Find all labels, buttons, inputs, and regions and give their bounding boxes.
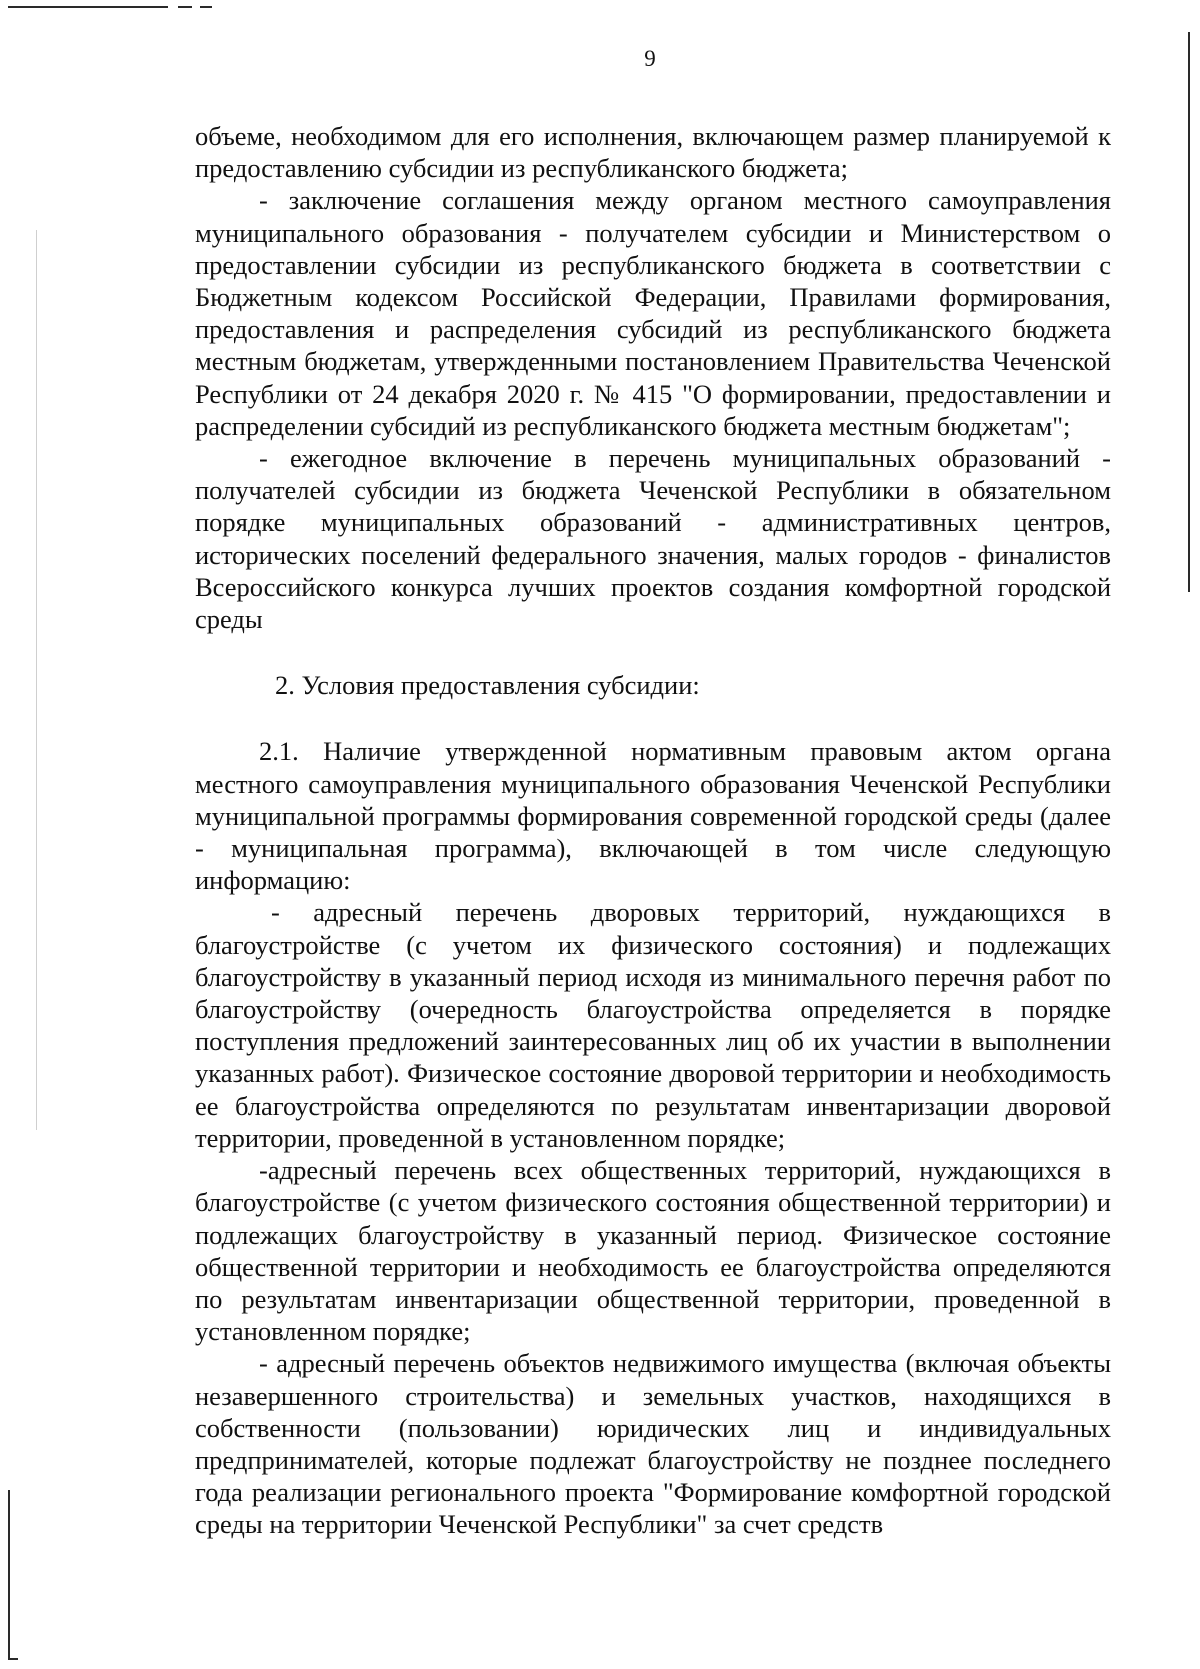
scan-artifact-right-edge	[1188, 32, 1190, 592]
paragraph-continuation: объеме, необходимом для его исполнения, включающем размер планируемой к предоставлению субсидии из республиканского бюджета;	[195, 121, 1111, 184]
paragraph-public-territories: -адресный перечень всех общественных территорий, нуждающихся в благоустройстве (с учетом физического состояния общественной территории) и подлежащих благоустройству в указанный период. Физическое состояние общественной территории и необходимость ее благоустройства определяются по результатам инвентаризации общественной территории, проведенной в установленном порядке;	[195, 1155, 1111, 1347]
scan-artifact-top-dash	[178, 6, 192, 8]
page-number: 9	[644, 46, 656, 71]
scan-artifact-left-edge-bottom	[8, 1658, 18, 1660]
scan-artifact-top-dash-2	[200, 6, 212, 8]
paragraph-annual-inclusion: - ежегодное включение в перечень муниципальных образований - получателей субсидии из бюджета Чеченской Республики в обязательном порядке муниципальных образований - административных центров, исторических поселений федерального значения, малых городов - финалистов Всероссийского конкурса лучших проектов создания комфортной городской среды	[195, 443, 1111, 635]
section-heading: 2. Условия предоставления субсидии:	[275, 670, 700, 701]
paragraph-2-1: 2.1. Наличие утвержденной нормативным правовым актом органа местного самоуправления муниципального образования Чеченской Республики муниципальной программы формирования современной городской среды (далее - муниципальная программа), включающей в том числе следующую информацию:	[195, 736, 1111, 896]
paragraph-real-estate: - адресный перечень объектов недвижимого имущества (включая объекты незавершенного строительства) и земельных участков, находящихся в собственности (пользовании) юридических лиц и индивидуальных предпринимателей, которые подлежат благоустройству не позднее последнего года реализации регионального проекта "Формирование комфортной городской среды на территории Чеченской Республики" за счет средств	[195, 1348, 1111, 1540]
scan-artifact-left-edge	[8, 1490, 10, 1660]
document-body	[195, 120, 1111, 1541]
paragraph-yard-territories: - адресный перечень дворовых территорий, нуждающихся в благоустройстве (с учетом их физического состояния) и подлежащих благоустройству в указанный период исходя из минимального перечня работ по благоустройству (очередность благоустройства определяется в порядке поступления предложений заинтересованных лиц об их участии в выполнении указанных работ). Физическое состояние дворовой территории и необходимость ее благоустройства определяются по результатам инвентаризации дворовой территории, проведенной в установленном порядке;	[195, 897, 1111, 1153]
scan-artifact-top-line	[8, 6, 168, 8]
scan-artifact-left-margin-faint	[36, 230, 37, 1130]
paragraph-agreement: - заключение соглашения между органом местного самоуправления муниципального образования - получателем субсидии и Министерством о предоставлении субсидии из республиканского бюджета в соответствии с Бюджетным кодексом Российской Федерации, Правилами формирования, предоставления и распределения субсидий из республиканского бюджета местным бюджетам, утвержденными постановлением Правительства Чеченской Республики от 24 декабря 2020 г. № 415 "О формировании, предоставлении и распределении субсидий из республиканского бюджета местным бюджетам";	[195, 185, 1111, 441]
